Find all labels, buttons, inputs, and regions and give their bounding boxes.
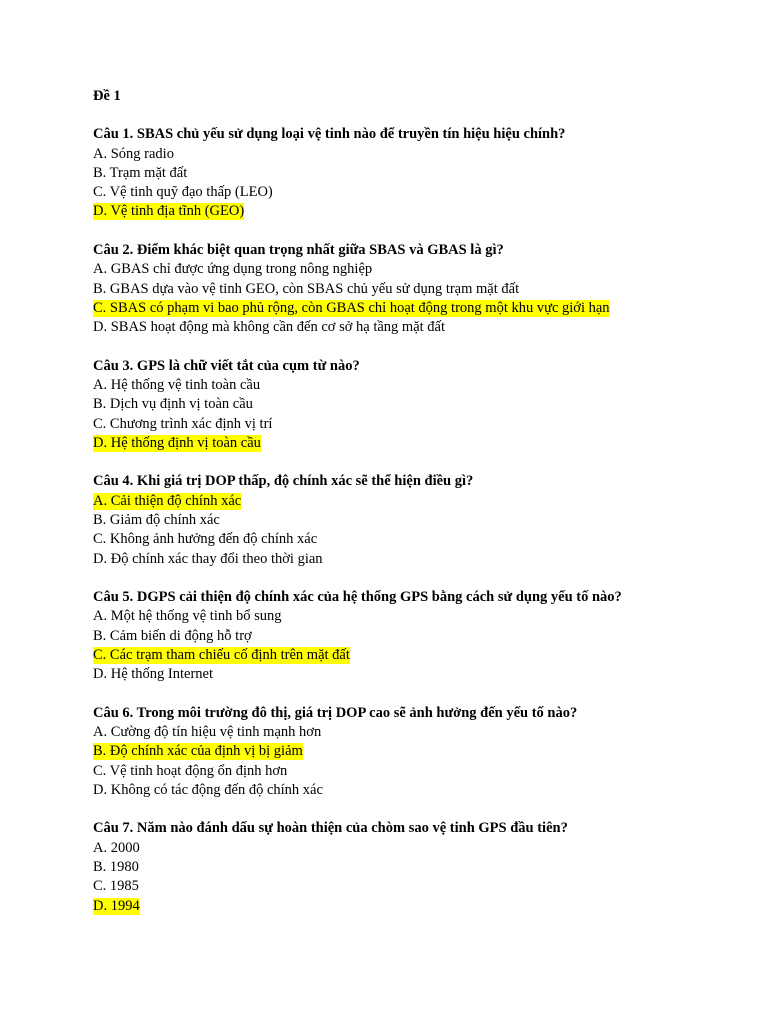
option-d (93, 781, 733, 800)
option-a (93, 723, 733, 742)
question-7 (93, 819, 733, 915)
option-text: B. 1980 (93, 858, 139, 875)
option-a (93, 607, 733, 626)
option-b (93, 395, 733, 414)
option-text: A. 2000 (93, 839, 140, 856)
option-text: D. 1994 (93, 897, 140, 914)
option-text: D. Không có tác động đến độ chính xác (93, 781, 323, 798)
question-text: Câu 1. SBAS chủ yếu sử dụng loại vệ tinh nào để truyền tín hiệu hiệu chính? (93, 126, 566, 143)
option-c-highlighted (93, 299, 733, 318)
question-4 (93, 472, 733, 568)
option-text: C. SBAS có phạm vi bao phủ rộng, còn GBAS chỉ hoạt động trong một khu vực giới hạn (93, 299, 610, 316)
option-text: B. Dịch vụ định vị toàn cầu (93, 396, 253, 413)
option-b-highlighted (93, 742, 733, 761)
option-d (93, 665, 733, 684)
option-a (93, 839, 733, 858)
question-text: Câu 3. GPS là chữ viết tắt của cụm từ nào? (93, 357, 360, 374)
option-text: A. GBAS chỉ được ứng dụng trong nông nghiệp (93, 261, 373, 278)
option-text: D. Độ chính xác thay đổi theo thời gian (93, 550, 323, 567)
option-c (93, 877, 733, 896)
option-text: C. Chương trình xác định vị trí (93, 415, 273, 432)
option-text: A. Hệ thống vệ tinh toàn cầu (93, 376, 261, 393)
option-text: C. Các trạm tham chiếu cố định trên mặt đất (93, 646, 350, 663)
question-text: Câu 6. Trong môi trường đô thị, giá trị DOP cao sẽ ảnh hưởng đến yếu tố nào? (93, 704, 578, 721)
option-text: A. Một hệ thống vệ tinh bổ sung (93, 608, 282, 625)
option-text: A. Cường độ tín hiệu vệ tinh mạnh hơn (93, 723, 322, 740)
question-text: Câu 7. Năm nào đánh dấu sự hoàn thiện của chòm sao vệ tinh GPS đầu tiên? (93, 820, 568, 837)
question-1 (93, 125, 733, 221)
question-6 (93, 704, 733, 800)
document-title: Đề 1 (93, 88, 121, 104)
option-text: A. Cải thiện độ chính xác (93, 492, 242, 509)
option-text: D. Hệ thống định vị toàn cầu (93, 434, 261, 451)
option-text: B. GBAS dựa vào vệ tinh GEO, còn SBAS chủ yếu sử dụng trạm mặt đất (93, 280, 520, 297)
option-text: D. Vệ tinh địa tĩnh (GEO) (93, 203, 245, 220)
option-text: C. Vệ tinh quỹ đạo thấp (LEO) (93, 184, 273, 201)
option-d-highlighted (93, 202, 733, 221)
option-a (93, 145, 733, 164)
option-c (93, 530, 733, 549)
option-b (93, 164, 733, 183)
option-text: B. Độ chính xác của định vị bị giảm (93, 743, 303, 760)
question-text: Câu 5. DGPS cải thiện độ chính xác của hệ thống GPS bằng cách sử dụng yếu tố nào? (93, 588, 622, 605)
option-c (93, 762, 733, 781)
option-text: B. Giảm độ chính xác (93, 511, 220, 528)
option-d (93, 550, 733, 569)
option-text: B. Trạm mặt đất (93, 164, 188, 181)
option-d-highlighted (93, 897, 733, 916)
option-d-highlighted (93, 434, 733, 453)
option-text: D. SBAS hoạt động mà không cần đến cơ sở hạ tầng mặt đất (93, 319, 446, 336)
question-5 (93, 588, 733, 684)
option-text: B. Cảm biến di động hỗ trợ (93, 627, 252, 644)
option-text: D. Hệ thống Internet (93, 666, 213, 683)
option-a (93, 376, 733, 395)
document-page (93, 87, 733, 935)
option-text: A. Sóng radio (93, 145, 174, 162)
option-text: C. Vệ tinh hoạt động ổn định hơn (93, 762, 288, 779)
option-b (93, 858, 733, 877)
option-c-highlighted (93, 646, 733, 665)
option-text: C. Không ảnh hưởng đến độ chính xác (93, 531, 318, 548)
question-2 (93, 241, 733, 337)
option-c (93, 183, 733, 202)
option-d (93, 318, 733, 337)
option-b (93, 627, 733, 646)
option-b (93, 511, 733, 530)
option-c (93, 415, 733, 434)
option-text: C. 1985 (93, 878, 139, 895)
question-text: Câu 4. Khi giá trị DOP thấp, độ chính xác sẽ thể hiện điều gì? (93, 473, 474, 490)
question-3 (93, 357, 733, 453)
option-a-highlighted (93, 492, 733, 511)
option-b (93, 280, 733, 299)
option-a (93, 260, 733, 279)
question-text: Câu 2. Điểm khác biệt quan trọng nhất giữa SBAS và GBAS là gì? (93, 241, 504, 258)
